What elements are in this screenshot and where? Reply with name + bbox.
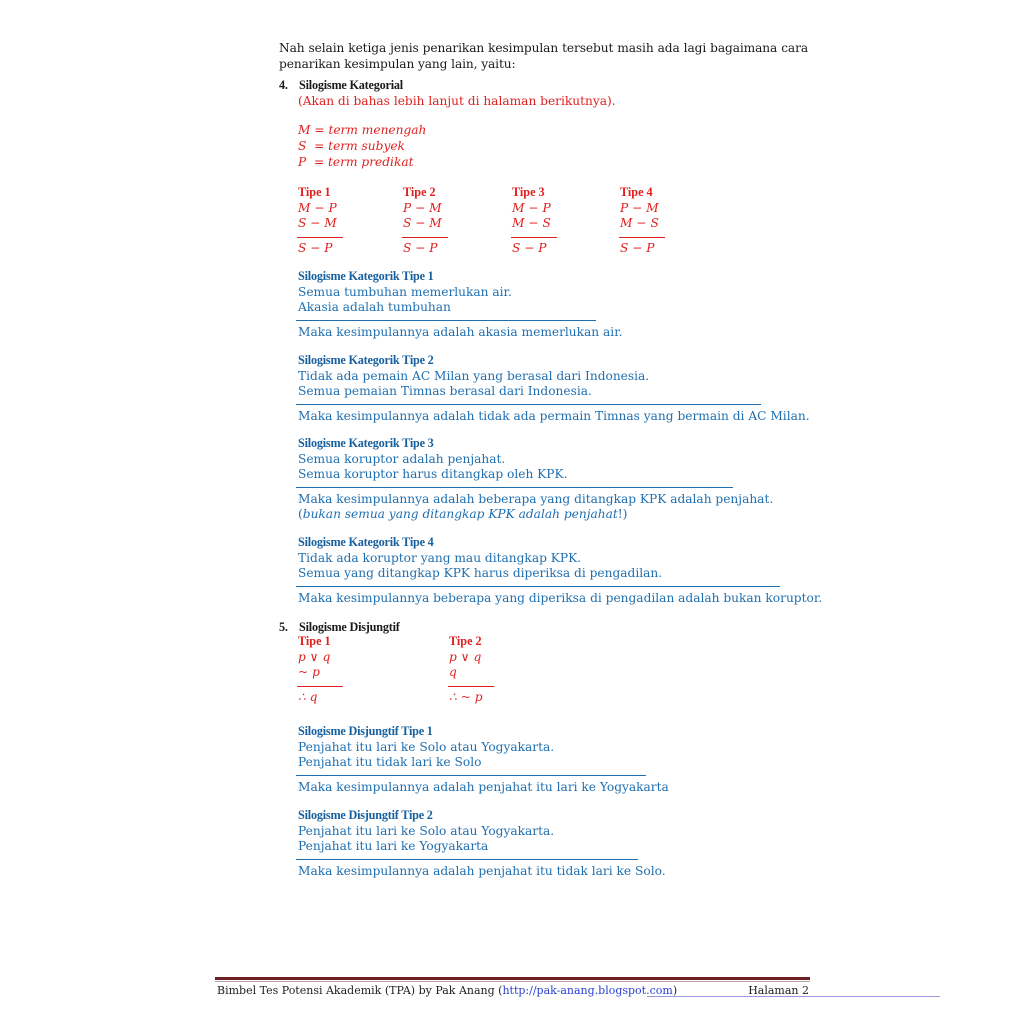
conclusion-rule: [297, 686, 343, 687]
definition-m: M = term menengah: [298, 123, 427, 137]
premise-minor: M − S: [620, 216, 659, 230]
example-conclusion: Maka kesimpulannya adalah beberapa yang ditangkap KPK adalah penjahat.: [298, 491, 774, 506]
section-5-heading: [279, 619, 400, 635]
premise-major: P − M: [403, 200, 442, 215]
example-premise-1: Penjahat itu lari ke Solo atau Yogyakarta.: [298, 823, 555, 838]
example-premise-2: Penjahat itu tidak lari ke Solo: [298, 755, 482, 769]
example-conclusion: Maka kesimpulannya beberapa yang diperiksa di pengadilan adalah bukan koruptor.: [298, 590, 823, 605]
disjungtif-type-1: [298, 634, 343, 705]
premise-major: M − P: [298, 200, 337, 215]
disjungtif-example-1: [298, 724, 669, 795]
premise-major: p ∨ q: [449, 649, 482, 664]
footer-text-close: ): [672, 984, 678, 997]
example-premise-2: Penjahat itu lari ke Yogyakarta: [298, 839, 489, 853]
section-4-number: 4.: [279, 78, 288, 92]
note-italic: bukan semua yang ditangkap KPK adalah penjahat: [302, 507, 618, 521]
footer-link[interactable]: http://pak-anang.blogspot.com: [502, 984, 673, 997]
intro-paragraph: [279, 40, 808, 72]
note-open: (: [298, 507, 303, 521]
conclusion-rule: [402, 237, 448, 238]
conclusion-rule: [296, 859, 638, 860]
premise-major: M − P: [512, 200, 551, 215]
conclusion-rule: [296, 404, 761, 405]
premise-minor: M − S: [512, 216, 551, 230]
example-title: Silogisme Kategorik Tipe 2: [298, 353, 434, 367]
example-premise-1: Tidak ada koruptor yang mau ditangkap KPK.: [298, 550, 582, 565]
kategorial-type-2: [403, 185, 448, 256]
type-label: Tipe 2: [449, 634, 482, 648]
conclusion-rule: [296, 586, 780, 587]
example-title: Silogisme Kategorik Tipe 1: [298, 269, 434, 283]
type-label: Tipe 3: [512, 185, 545, 199]
conclusion-rule: [511, 237, 557, 238]
footer-rule: [215, 977, 810, 980]
example-conclusion: Maka kesimpulannya adalah penjahat itu tidak lari ke Solo.: [298, 863, 666, 878]
conclusion-rule: [296, 487, 733, 488]
premise-major: P − M: [620, 200, 659, 215]
kategorial-type-1: [298, 185, 343, 256]
example-premise-2: Semua pemaian Timnas berasal dari Indonesia.: [298, 384, 592, 398]
conclusion-rule: [297, 237, 343, 238]
conclusion: ∴ ~ p: [449, 689, 483, 704]
example-premise-1: Semua koruptor adalah penjahat.: [298, 451, 506, 466]
type-label: Tipe 1: [298, 634, 331, 648]
intro-line-2: penarikan kesimpulan yang lain, yaitu:: [279, 57, 516, 71]
example-title: Silogisme Kategorik Tipe 4: [298, 535, 434, 549]
page-footer: [217, 984, 809, 998]
kategorial-type-3: [512, 185, 557, 256]
example-title: Silogisme Kategorik Tipe 3: [298, 436, 434, 450]
conclusion: S − P: [298, 240, 333, 255]
disjungtif-example-2: [298, 808, 666, 879]
type-label: Tipe 4: [620, 185, 653, 199]
kategorik-example-2: [298, 353, 810, 424]
kategorial-type-4: [620, 185, 665, 256]
kategorik-example-4: [298, 535, 822, 606]
conclusion-rule: [296, 775, 646, 776]
conclusion: S − P: [620, 240, 655, 255]
kategorik-example-3: [298, 436, 773, 523]
example-conclusion: Maka kesimpulannya adalah akasia memerlukan air.: [298, 324, 623, 339]
example-note: [298, 507, 773, 523]
premise-minor: S − M: [403, 216, 442, 230]
footer-text: Bimbel Tes Potensi Akademik (TPA) by Pak Anang (: [217, 984, 503, 997]
example-premise-1: Semua tumbuhan memerlukan air.: [298, 284, 512, 299]
conclusion-rule: [619, 237, 665, 238]
kategorik-example-1: [298, 269, 623, 340]
premise-minor: q: [449, 665, 457, 679]
example-title: Silogisme Disjungtif Tipe 1: [298, 724, 433, 738]
premise-major: p ∨ q: [298, 649, 331, 664]
note-close: !): [617, 507, 628, 521]
conclusion-rule: [296, 320, 596, 321]
example-premise-1: Tidak ada pemain AC Milan yang berasal dari Indonesia.: [298, 368, 650, 383]
example-premise-2: Akasia adalah tumbuhan: [298, 300, 451, 314]
example-premise-2: Semua yang ditangkap KPK harus diperiksa di pengadilan.: [298, 566, 663, 580]
term-definitions: [298, 122, 426, 170]
conclusion: ∴ q: [298, 689, 318, 704]
page-number: Halaman 2: [748, 984, 809, 997]
premise-minor: S − M: [298, 216, 337, 230]
example-premise-2: Semua koruptor harus ditangkap oleh KPK.: [298, 467, 568, 481]
type-label: Tipe 1: [298, 185, 331, 199]
example-title: Silogisme Disjungtif Tipe 2: [298, 808, 433, 822]
example-conclusion: Maka kesimpulannya adalah tidak ada permain Timnas yang bermain di AC Milan.: [298, 408, 810, 423]
example-premise-1: Penjahat itu lari ke Solo atau Yogyakarta.: [298, 739, 555, 754]
type-label: Tipe 2: [403, 185, 436, 199]
conclusion-rule: [448, 686, 494, 687]
footer-rule-thin: [215, 981, 810, 982]
section-5-number: 5.: [279, 620, 288, 634]
section-4-heading: [279, 77, 403, 93]
disjungtif-type-2: [449, 634, 494, 705]
section-4-note: (Akan di bahas lebih lanjut di halaman berikutnya).: [298, 94, 616, 108]
section-4-title: Silogisme Kategorial: [299, 78, 403, 92]
section-5-title: Silogisme Disjungtif: [299, 620, 400, 634]
conclusion: S − P: [403, 240, 438, 255]
intro-line-1: Nah selain ketiga jenis penarikan kesimpulan tersebut masih ada lagi bagaimana cara: [279, 41, 808, 55]
premise-minor: ~ p: [298, 665, 320, 679]
definition-p: P = term predikat: [298, 155, 414, 169]
conclusion: S − P: [512, 240, 547, 255]
example-conclusion: Maka kesimpulannya adalah penjahat itu lari ke Yogyakarta: [298, 779, 669, 794]
definition-s: S = term subyek: [298, 139, 405, 153]
